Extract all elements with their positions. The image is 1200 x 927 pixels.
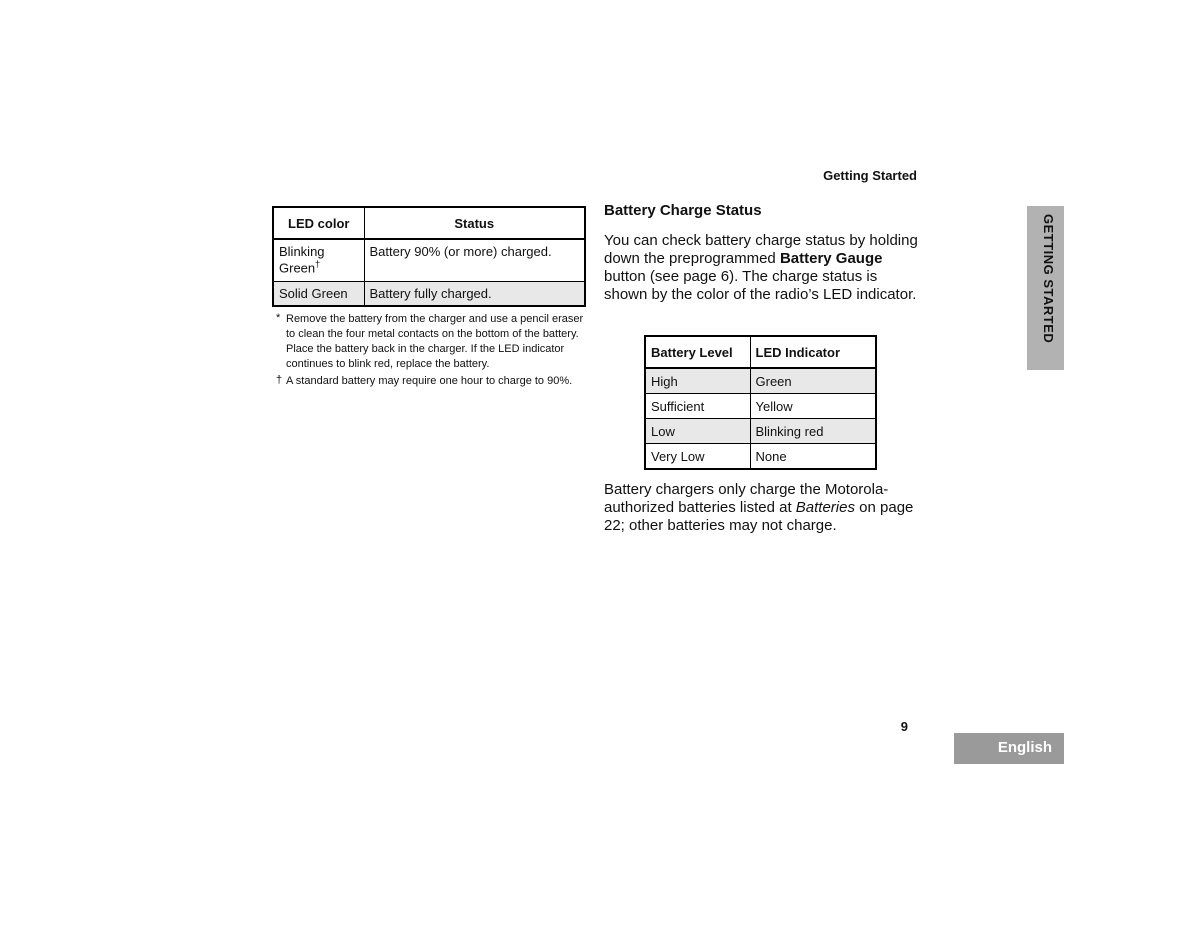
table-cell: Blinking Green† [273, 239, 364, 281]
intro-paragraph: You can check battery charge status by holding down the preprogrammed Battery Gauge button (see page 6). The charge status is shown by the color of the radio’s LED indicator. [604, 232, 918, 303]
table-header-row [645, 336, 876, 368]
table-cell: None [750, 444, 876, 470]
chapter-side-tab [1027, 206, 1064, 370]
page-number: 9 [900, 719, 908, 734]
table-cell: Yellow [750, 394, 876, 419]
table-row [273, 239, 585, 281]
table-row [273, 281, 585, 306]
column-header: Status [364, 207, 585, 239]
footnote-text: Remove the battery from the charger and use a pencil eraser to clean the four metal contacts on the bottom of the battery. Place the battery back in the charger. If the LED indicator continues to blink red, replace the battery. [286, 313, 584, 370]
table-header-row [273, 207, 585, 239]
table-row [645, 444, 876, 470]
table-cell: Green [750, 368, 876, 394]
battery-level-table [644, 335, 877, 470]
table-cell: Low [645, 419, 750, 444]
table-cell: High [645, 368, 750, 394]
running-head: Getting Started [823, 168, 917, 183]
led-color-table [272, 206, 586, 307]
footnotes [276, 312, 584, 391]
language-tab [954, 733, 1064, 764]
cross-reference: Batteries [795, 499, 855, 516]
table-row [645, 419, 876, 444]
chapter-tab-label: GETTING STARTED [1041, 214, 1056, 344]
table-row [645, 394, 876, 419]
table-cell: Very Low [645, 444, 750, 470]
footnote [276, 374, 584, 389]
table-cell: Solid Green [273, 281, 364, 306]
language-label: English [997, 739, 1052, 756]
footnote-text: A standard battery may require one hour to charge to 90%. [286, 375, 573, 387]
section-heading: Battery Charge Status [604, 202, 762, 219]
table-cell: Sufficient [645, 394, 750, 419]
table-cell: Blinking red [750, 419, 876, 444]
button-name: Battery Gauge [779, 250, 883, 267]
dagger-mark: † [315, 259, 321, 269]
table-cell: Battery 90% (or more) charged. [364, 239, 585, 281]
table-cell: Battery fully charged. [364, 281, 585, 306]
column-header: LED color [273, 207, 364, 239]
column-header: LED Indicator [750, 336, 876, 368]
table-row [645, 368, 876, 394]
closing-paragraph: Battery chargers only charge the Motorola-authorized batteries listed at Batteries on page 22; other batteries may not charge. [604, 481, 914, 534]
column-header: Battery Level [645, 336, 750, 368]
footnote-mark: † [276, 374, 283, 386]
footnote [276, 312, 584, 372]
footnote-mark: * [276, 312, 281, 324]
